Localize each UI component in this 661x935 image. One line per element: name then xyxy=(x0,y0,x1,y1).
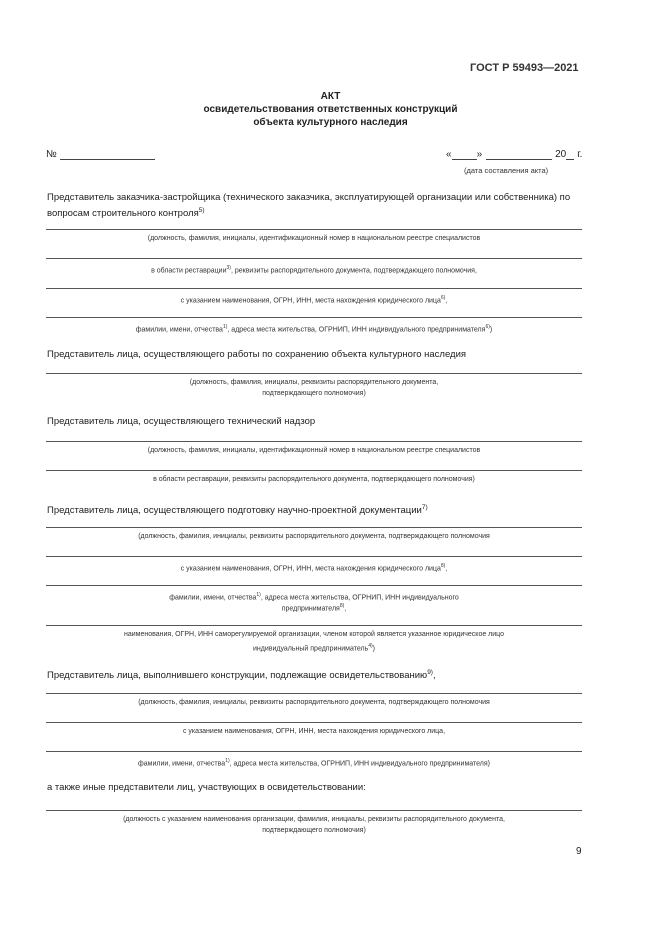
field-note: с указанием наименования, ОГРН, ИНН, места нахождения юридического лица$^{6)}$, xyxy=(180,295,448,305)
customer-representative-label: Представитель заказчика-застройщика (технического заказчика, эксплуатирующей организации или собственника) по вопросам строительного контроля$^{5)}$ xyxy=(47,192,571,219)
contractor-representative-label: Представитель лица, выполнившего конструкции, подлежащие освидетельствованию$^{9)}$, xyxy=(47,669,436,682)
fill-line[interactable] xyxy=(46,229,582,230)
standard-number: ГОСТ Р 59493—2021 xyxy=(470,62,579,74)
other-representatives-label: а также иные представители лиц, участвующих в освидетельствовании: xyxy=(47,782,366,793)
number-blank-field[interactable] xyxy=(60,149,155,160)
date-quote-open: « xyxy=(446,149,452,160)
fill-line[interactable] xyxy=(46,373,582,374)
field-note: подтверждающего полномочия) xyxy=(262,390,366,397)
fill-line[interactable] xyxy=(46,585,582,586)
field-note: с указанием наименования, ОГРН, ИНН, места нахождения юридического лица$^{8)}$, xyxy=(180,563,448,573)
fill-line[interactable] xyxy=(46,722,582,723)
act-subtitle-line-2: объекта культурного наследия xyxy=(253,117,408,128)
fill-line[interactable] xyxy=(46,527,582,528)
year-blank-field[interactable] xyxy=(566,149,574,160)
fill-line[interactable] xyxy=(46,751,582,752)
fill-line[interactable] xyxy=(46,441,582,442)
fill-line[interactable] xyxy=(46,556,582,557)
month-blank-field[interactable] xyxy=(486,149,552,160)
year-prefix: 20 xyxy=(555,149,567,160)
field-note: фамилии, имени, отчества$^{1)}$, адреса места жительства, ОГРНИП, ИНН индивидуального предпринимателя) xyxy=(138,758,490,768)
fill-line[interactable] xyxy=(46,258,582,259)
field-note: в области реставрации$^{3)}$, реквизиты распорядительного документа, подтверждающего полномочия, xyxy=(151,265,477,275)
field-note: наименования, ОГРН, ИНН саморегулируемой организации, членом которой является указанное юридическое лицо xyxy=(123,631,504,638)
field-note: фамилии, имени, отчества$^{1)}$, адреса места жительства, ОГРНИП, ИНН индивидуального предпринимателя$^{6)}$) xyxy=(135,324,493,334)
field-note: подтверждающего полномочия) xyxy=(262,827,366,834)
fill-line[interactable] xyxy=(46,317,582,318)
field-note: (должность, фамилия, инициалы, идентификационный номер в национальном реестре специалистов xyxy=(147,235,481,242)
day-blank-field[interactable] xyxy=(452,149,477,160)
fill-line[interactable] xyxy=(46,810,582,811)
field-note: (должность, фамилия, инициалы, реквизиты распорядительного документа, xyxy=(189,379,439,386)
fill-line[interactable] xyxy=(46,625,582,626)
act-subtitle-line-1: освидетельствования ответственных конструкций xyxy=(203,104,458,115)
field-note: с указанием наименования, ОГРН, ИНН, места нахождения юридического лица, xyxy=(182,728,446,735)
field-note: (должность с указанием наименования организации, фамилия, инициалы, реквизиты распорядительного документа, xyxy=(123,816,505,823)
act-title: АКТ xyxy=(320,91,341,102)
field-note: предпринимателя$^{8)}$, xyxy=(281,603,347,613)
field-note: фамилии, имени, отчества$^{1)}$, адреса места жительства, ОГРНИП, ИНН индивидуального xyxy=(169,592,459,602)
fill-line[interactable] xyxy=(46,288,582,289)
date-note: (дата составления акта) xyxy=(464,166,549,175)
design-documentation-label: Представитель лица, осуществляющего подготовку научно-проектной документации$^{7)}$ xyxy=(47,504,428,517)
date-quote-close: » xyxy=(476,149,483,160)
act-number xyxy=(46,149,155,160)
technical-supervision-label: Представитель лица, осуществляющего технический надзор xyxy=(47,416,316,427)
year-suffix: г. xyxy=(577,149,583,160)
field-note: в области реставрации, реквизиты распорядительного документа, подтверждающего полномочия) xyxy=(153,476,475,483)
field-note: индивидуальный предприниматель$^{4)}$) xyxy=(252,643,376,653)
act-date xyxy=(446,149,582,160)
number-label: № xyxy=(46,149,57,160)
restoration-representative-label: Представитель лица, осуществляющего работы по сохранению объекта культурного наследия xyxy=(47,349,467,360)
fill-line[interactable] xyxy=(46,470,582,471)
field-note: (должность, фамилия, инициалы, реквизиты распорядительного документа, подтверждающего полномочия xyxy=(138,533,490,540)
page-number: 9 xyxy=(576,846,582,857)
fill-line[interactable] xyxy=(46,693,582,694)
field-note: (должность, фамилия, инициалы, идентификационный номер в национальном реестре специалистов xyxy=(147,447,481,454)
field-note: (должность, фамилия, инициалы, реквизиты распорядительного документа, подтверждающего полномочия xyxy=(138,699,490,706)
